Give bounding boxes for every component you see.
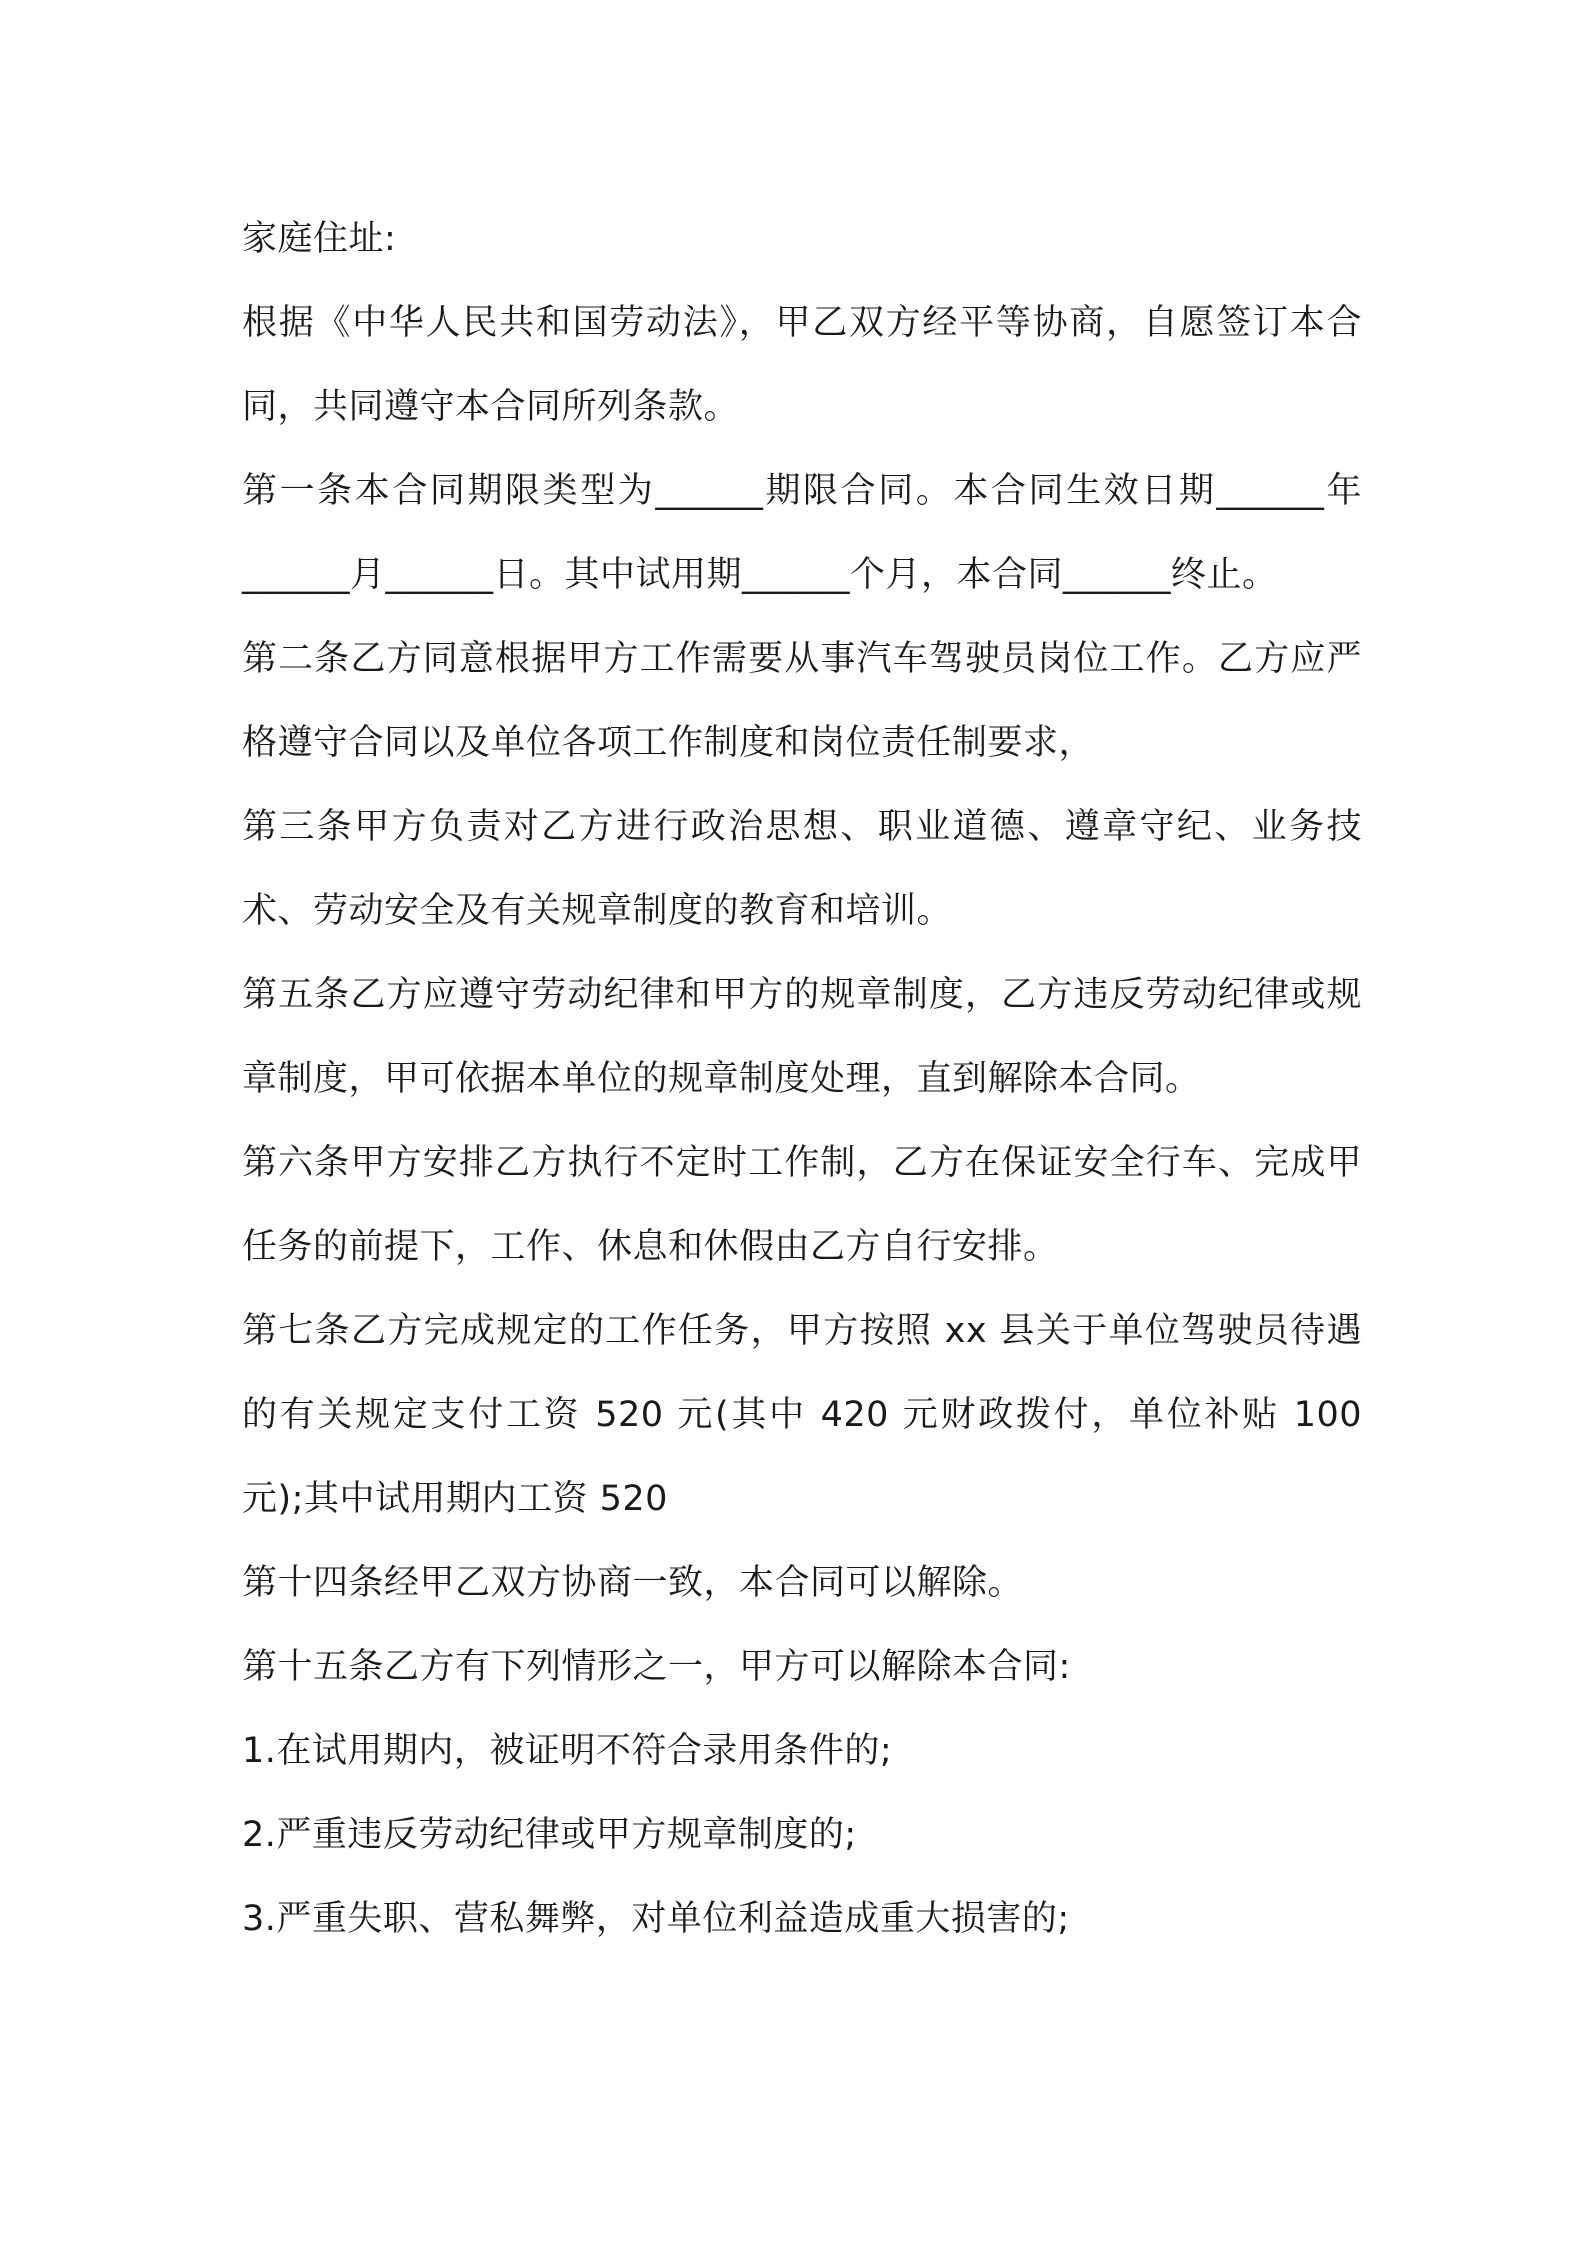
paragraph-article-14: 第十四条经甲乙双方协商一致，本合同可以解除。 (242, 1563, 1024, 1603)
paragraph-article-15: 第十五条乙方有下列情形之一，甲方可以解除本合同: (242, 1647, 1071, 1687)
paragraph-article-1: 第一条本合同期限类型为______期限合同。本合同生效日期______年______月______日。其中试用期______个月，本合同______终止。 (242, 471, 1362, 595)
list-item-3: 3.严重失职、营私舞弊，对单位利益造成重大损害的; (242, 1899, 1070, 1939)
document-body (242, 197, 1362, 1961)
paragraph-article-6: 第六条甲方安排乙方执行不定时工作制，乙方在保证安全行车、完成甲任务的前提下，工作、休息和休假由乙方自行安排。 (242, 1143, 1362, 1267)
list-item-1: 1.在试用期内，被证明不符合录用条件的; (242, 1731, 893, 1771)
list-item-2: 2.严重违反劳动纪律或甲方规章制度的; (242, 1815, 857, 1855)
paragraph-preamble: 根据《中华人民共和国劳动法》，甲乙双方经平等协商，自愿签订本合同，共同遵守本合同所列条款。 (242, 303, 1362, 427)
paragraph-article-5: 第五条乙方应遵守劳动纪律和甲方的规章制度，乙方违反劳动纪律或规章制度，甲可依据本单位的规章制度处理，直到解除本合同。 (242, 975, 1362, 1099)
paragraph-home-address: 家庭住址: (242, 219, 397, 259)
paragraph-article-3: 第三条甲方负责对乙方进行政治思想、职业道德、遵章守纪、业务技术、劳动安全及有关规章制度的教育和培训。 (242, 807, 1362, 931)
paragraph-article-7: 第七条乙方完成规定的工作任务，甲方按照 xx 县关于单位驾驶员待遇的有关规定支付工资 520 元(其中 420 元财政拨付，单位补贴 100元);其中试用期内工资 520 (242, 1311, 1362, 1519)
paragraph-article-2: 第二条乙方同意根据甲方工作需要从事汽车驾驶员岗位工作。乙方应严格遵守合同以及单位各项工作制度和岗位责任制要求， (242, 639, 1362, 763)
